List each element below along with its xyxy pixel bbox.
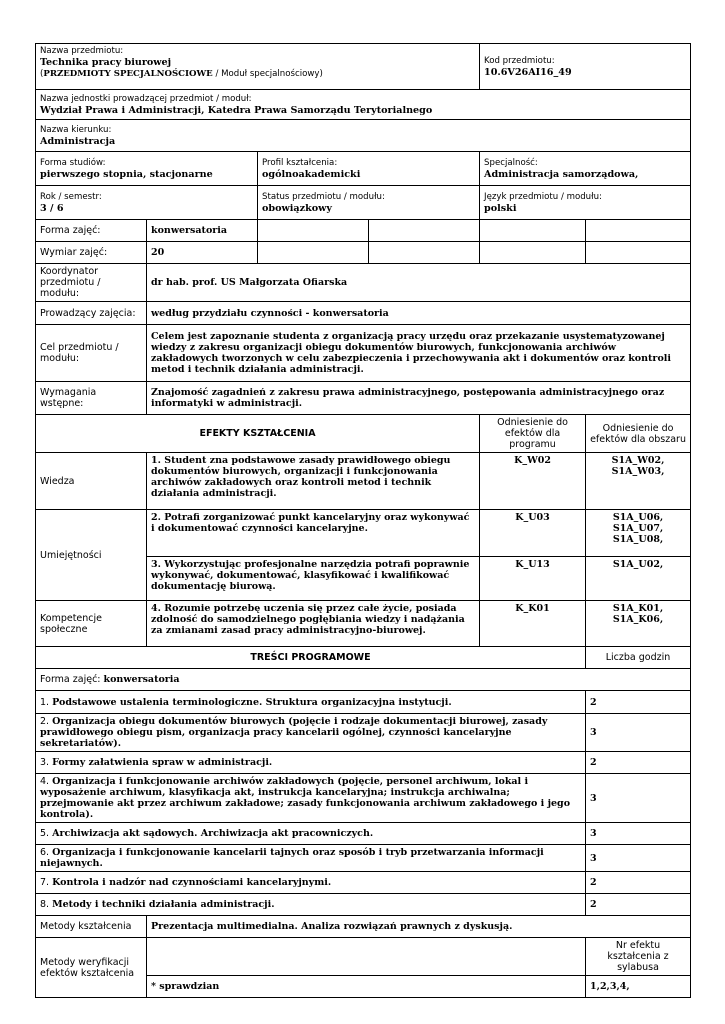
content-row xyxy=(36,872,691,894)
study-form-value: pierwszego stopnia, stacjonarne xyxy=(40,168,213,180)
content-header: TREŚCI PROGRAMOWE xyxy=(36,647,586,669)
unit-cell xyxy=(36,90,691,120)
verification-effects: 1,2,3,4, xyxy=(586,976,691,998)
outcomes-header: EFEKTY KSZTAŁCENIA xyxy=(36,415,480,453)
empty-cell xyxy=(369,242,480,264)
coordinator-row xyxy=(36,264,691,302)
requirements-row xyxy=(36,382,691,415)
verification-method: * sprawdzian xyxy=(147,976,586,998)
specialty-label: Specjalność: xyxy=(484,157,538,168)
course-code-cell xyxy=(480,44,691,90)
coordinator-value: dr hab. prof. US Małgorzata Ofiarska xyxy=(147,264,691,302)
outcome-text: 1. Student zna podstawowe zasady prawidłowego obiegu dokumentów biurowych, organizacji i funkcjonowania archiwów zakładowych oraz kontroli metod i technik działania administracji. xyxy=(147,453,480,510)
field-label: Nazwa kierunku: xyxy=(40,124,112,135)
class-form-row xyxy=(36,220,691,242)
outcome-area-ref: S1A_K01, S1A_K06, xyxy=(586,601,691,647)
empty-cell xyxy=(369,220,480,242)
content-hours: 3 xyxy=(586,714,691,752)
course-name-cell xyxy=(36,44,480,90)
content-topic: 1. Podstawowe ustalenia terminologiczne. Struktura organizacyjna instytucji. xyxy=(36,691,586,714)
methods-value: Prezentacja multimedialna. Analiza rozwiązań prawnych z dyskusją. xyxy=(147,916,691,938)
instructor-row xyxy=(36,302,691,325)
verification-effects-header: Nr efektu kształcenia z sylabusa xyxy=(586,938,691,976)
goal-value: Celem jest zapoznanie studenta z organizacją pracy urzędu oraz przekazanie usystematyzowanej wiedzy z zakresu organizacji obiegu dokumentów biurowych, funkcjonowania archiwów zakładowych tworzonych w celu zabezpieczenia i przechowywania akt i dokumentów oraz kontroli metod i technik działania administracji. xyxy=(147,325,691,382)
profile-cell xyxy=(258,152,480,186)
study-form-cell xyxy=(36,152,258,186)
coordinator-label: Koordynator przedmiotu / modułu: xyxy=(36,264,147,302)
content-form-row xyxy=(36,669,691,691)
outcome-program-ref: K_U03 xyxy=(480,510,586,557)
course-name: Technika pracy biurowej xyxy=(40,57,172,68)
unit-row xyxy=(36,90,691,120)
outcome-program-ref: K_K01 xyxy=(480,601,586,647)
content-hours: 3 xyxy=(586,845,691,872)
study-row xyxy=(36,152,691,186)
instructor-value: według przydziału czynności - konwersatoria xyxy=(147,302,691,325)
outcomes-header-row xyxy=(36,415,691,453)
content-topic: 4. Organizacja i funkcjonowanie archiwów zakładowych (pojęcie, personel archiwum, lokal i wyposażenie archiwum, klasyfikacja akt, instrukcja kancelaryjna; instrukcja archiwalna; przejmowanie akt przez archiwum zakładowe; zasady funkcjonowania archiwum zakładowego i jego kontrola). xyxy=(36,774,586,823)
content-topic: 7. Kontrola i nadzór nad czynnościami kancelaryjnymi. xyxy=(36,872,586,894)
content-row xyxy=(36,714,691,752)
course-category: (PRZEDMIOTY SPECJALNOŚCIOWE / Moduł specjalnościowy) xyxy=(40,69,323,79)
outcome-text: 3. Wykorzystując profesjonalne narzędzia potrafi poprawnie wykonywać, dokumentować, klasyfikować i kwalifikować dokumentację biurową. xyxy=(147,557,480,601)
verification-label: Metody weryfikacji efektów kształcenia xyxy=(36,938,147,998)
content-topic: 2. Organizacja obiegu dokumentów biurowych (pojęcie i rodzaje dokumentacji biurowej, zasady prawidłowego obiegu pism, organizacja pracy kancelarii ogólnej, czynności kancelaryjne sekretariatów). xyxy=(36,714,586,752)
content-row xyxy=(36,845,691,872)
outcome-row xyxy=(36,601,691,647)
course-name-label: Nazwa przedmiotu: xyxy=(40,46,124,56)
specialty-cell xyxy=(480,152,691,186)
course-code-label: Kod przedmiotu: xyxy=(484,55,555,66)
empty-cell xyxy=(258,220,369,242)
status-cell xyxy=(258,186,480,220)
empty-cell xyxy=(480,242,586,264)
class-form-label: Forma zajęć: xyxy=(36,220,147,242)
goal-row xyxy=(36,325,691,382)
content-row xyxy=(36,823,691,845)
course-row xyxy=(36,44,691,90)
profile-value: ogólnoakademicki xyxy=(262,168,361,180)
content-hours: 2 xyxy=(586,752,691,774)
class-hours-row xyxy=(36,242,691,264)
empty-cell xyxy=(258,242,369,264)
language-value: polski xyxy=(484,202,517,214)
specialty-value: Administracja samorządowa, xyxy=(484,168,639,180)
outcome-area-ref: S1A_U06, S1A_U07, S1A_U08, xyxy=(586,510,691,557)
year-cell xyxy=(36,186,258,220)
empty-cell xyxy=(480,220,586,242)
outcome-category-skills: Umiejętności xyxy=(36,510,147,601)
empty-cell xyxy=(147,938,586,976)
content-form: Forma zajęć: konwersatoria xyxy=(36,669,691,691)
content-topic: 5. Archiwizacja akt sądowych. Archiwizacja akt pracowniczych. xyxy=(36,823,586,845)
field-row xyxy=(36,120,691,152)
goal-label: Cel przedmiotu / modułu: xyxy=(36,325,147,382)
outcome-text: 4. Rozumie potrzebę uczenia się przez całe życie, posiada zdolność do samodzielnego pogłębiania wiedzy i nadążania za zmianami zasad pracy administracyjno-biurowej. xyxy=(147,601,480,647)
methods-row xyxy=(36,916,691,938)
outcomes-program-header: Odniesienie do efektów dla programu xyxy=(480,415,586,453)
content-header-row xyxy=(36,647,691,669)
year-label: Rok / semestr: xyxy=(40,191,102,202)
outcome-row xyxy=(36,510,691,557)
requirements-value: Znajomość zagadnień z zakresu prawa administracyjnego, postępowania administracyjnego oraz informatyki w administracji. xyxy=(147,382,691,415)
unit-value: Wydział Prawa i Administracji, Katedra Prawa Samorządu Terytorialnego xyxy=(40,104,433,116)
content-hours: 2 xyxy=(586,894,691,916)
year-row xyxy=(36,186,691,220)
language-label: Język przedmiotu / modułu: xyxy=(484,191,602,202)
content-topic: 6. Organizacja i funkcjonowanie kancelarii tajnych oraz sposób i tryb przetwarzania informacji niejawnych. xyxy=(36,845,586,872)
requirements-label: Wymagania wstępne: xyxy=(36,382,147,415)
empty-cell xyxy=(586,242,691,264)
profile-label: Profil kształcenia: xyxy=(262,157,338,168)
field-value: Administracja xyxy=(40,135,116,147)
class-form-value: konwersatoria xyxy=(147,220,258,242)
outcome-area-ref: S1A_W02, S1A_W03, xyxy=(586,453,691,510)
content-hours-header: Liczba godzin xyxy=(586,647,691,669)
class-hours-value: 20 xyxy=(147,242,258,264)
syllabus-table xyxy=(35,43,691,998)
content-hours: 3 xyxy=(586,774,691,823)
outcome-category-knowledge: Wiedza xyxy=(36,453,147,510)
outcomes-area-header: Odniesienie do efektów dla obszaru xyxy=(586,415,691,453)
year-value: 3 / 6 xyxy=(40,202,64,214)
content-row xyxy=(36,691,691,714)
content-row xyxy=(36,774,691,823)
outcome-text: 2. Potrafi zorganizować punkt kancelaryjny oraz wykonywać i dokumentować czynności kancelaryjne. xyxy=(147,510,480,557)
outcome-row xyxy=(36,453,691,510)
outcome-area-ref: S1A_U02, xyxy=(586,557,691,601)
content-hours: 2 xyxy=(586,872,691,894)
verification-header-row xyxy=(36,938,691,976)
empty-cell xyxy=(586,220,691,242)
content-topic: 3. Formy załatwienia spraw w administracji. xyxy=(36,752,586,774)
study-form-label: Forma studiów: xyxy=(40,157,106,168)
outcome-category-social: Kompetencje społeczne xyxy=(36,601,147,647)
field-cell xyxy=(36,120,691,152)
content-topic: 8. Metody i techniki działania administracji. xyxy=(36,894,586,916)
methods-label: Metody kształcenia xyxy=(36,916,147,938)
language-cell xyxy=(480,186,691,220)
status-label: Status przedmiotu / modułu: xyxy=(262,191,385,202)
content-hours: 3 xyxy=(586,823,691,845)
class-hours-label: Wymiar zajęć: xyxy=(36,242,147,264)
course-code: 10.6V26AI16_49 xyxy=(484,66,572,78)
outcome-program-ref: K_W02 xyxy=(480,453,586,510)
unit-label: Nazwa jednostki prowadzącej przedmiot / moduł: xyxy=(40,93,252,104)
status-value: obowiązkowy xyxy=(262,202,332,214)
content-row xyxy=(36,894,691,916)
content-hours: 2 xyxy=(586,691,691,714)
outcome-program-ref: K_U13 xyxy=(480,557,586,601)
instructor-label: Prowadzący zajęcia: xyxy=(36,302,147,325)
content-row xyxy=(36,752,691,774)
